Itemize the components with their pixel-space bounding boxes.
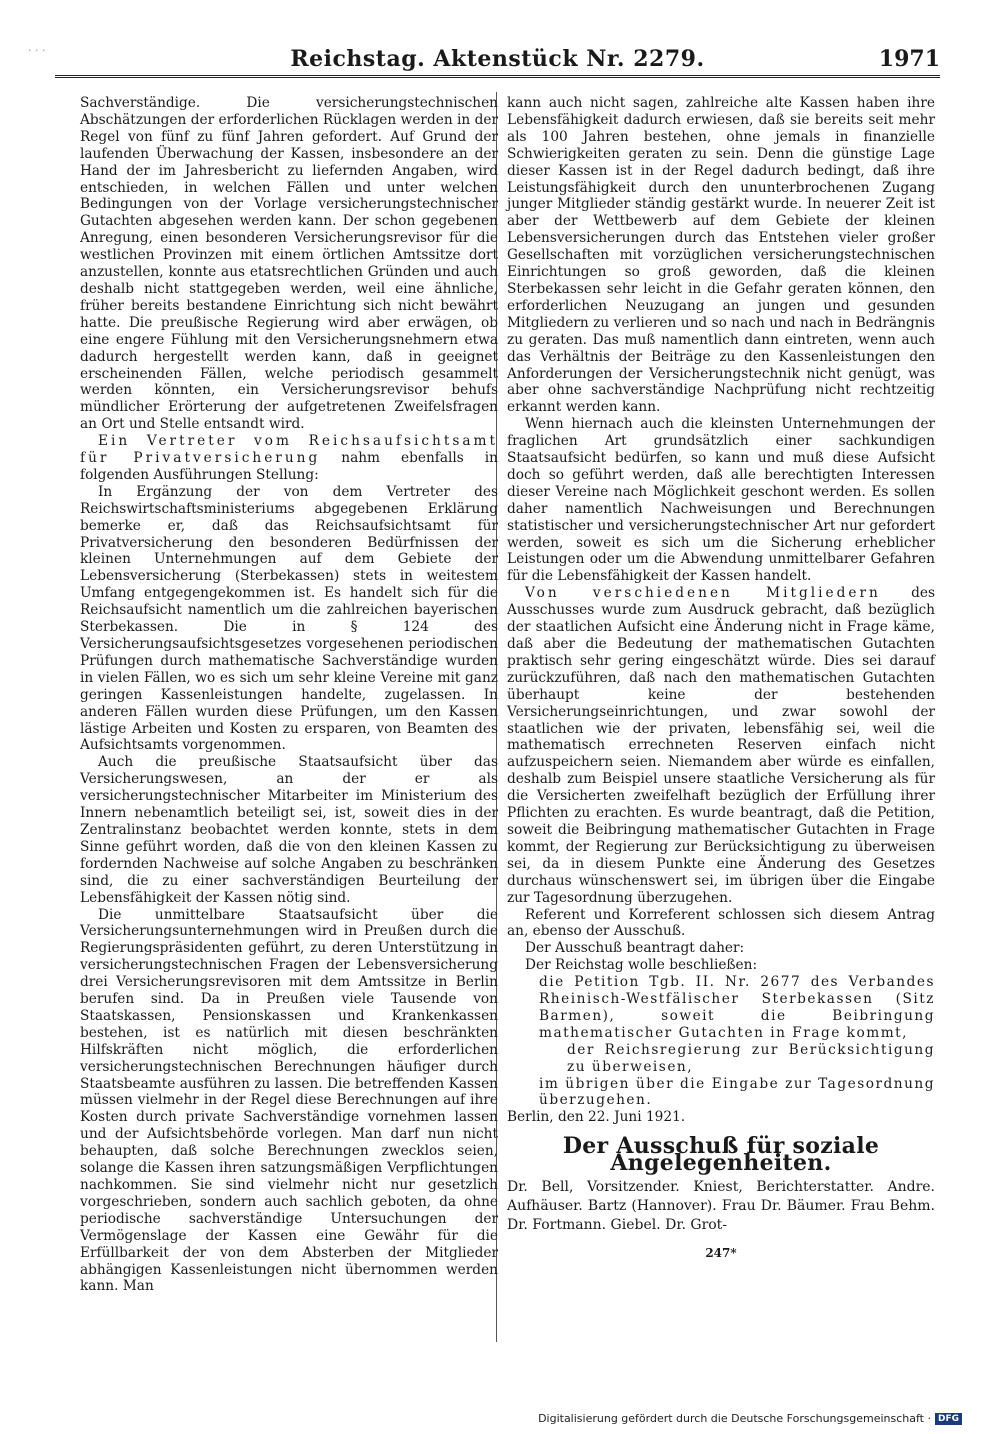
paragraph	[80, 433, 498, 484]
paragraph-text: nahm ebenfalls in folgenden Ausführungen Stellung:	[80, 450, 498, 483]
right-column	[507, 95, 935, 1262]
paragraph: Der Reichstag wolle beschließen:	[525, 957, 758, 974]
paragraph: Sachverständige. Die versicherungstechnischen Abschätzungen der erforderlichen Rücklagen werden in der Regel von fünf zu fünf Jahren gefordert. Auf Grund der laufenden Überwachung der Kassen, insbesondere an der Hand der im Jahresbericht zu liefernden Angaben, wird entschieden, in welchen Fällen und unter welchen Bedingungen von der Vorlage versicherungstechnischer Gutachten abgesehen werden kann. Der schon gegebenen Anregung, einen besonderen Versicherungsrevisor für die westlichen Provinzen mit einem örtlichen Amtssitze dort anzustellen, konnte aus etatsrechtlichen Gründen und auch deshalb nicht stattgegeben werden, weil eine ähnliche, früher bereits bestandene Einrichtung sich nicht bewährt hatte. Die preußische Regierung wird aber erwägen, ob eine engere Fühlung mit den Versicherungsnehmern etwa dadurch hergestellt werden kann, daß in geeignet erscheinenden Fällen, welche periodisch gesammelt werden könnten, ein Versicherungsrevisor behufs mündlicher Erörterung der aufgetretenen Zweifelsfragen an Ort und Stelle entsandt wird.	[80, 95, 498, 433]
paragraph: Die unmittelbare Staatsaufsicht über die Versicherungsunternehmungen wird in Preußen durch die Regierungspräsidenten geführt, zu deren Unterstützung in versicherungstechnischen Fragen der Lebensversicherung drei Versicherungsrevisoren mit dem Amtssitze in Berlin berufen sind. Da in Preußen viele Tausende von Staatskassen, Pensionskassen und Krankenkassen bestehen, ist es natürlich mit diesen beschränkten Hilfskräften nicht möglich, die erforderlichen versicherungstechnischen Berechnungen häufiger durch Staatsbeamte ausführen zu lassen. Die betreffenden Kassen müssen vielmehr in der Regel diese Berechnungen auf ihre Kosten durch private Sachverständige vornehmen lassen und der Aufsichtsbehörde vorlegen. Man darf nun nicht behaupten, daß solche Berechnungen zwecklos seien, solange die Kassen ihren satzungsmäßigen Verpflichtungen nachkommen. Sie sind vielmehr nicht nur gesetzlich vorgeschrieben, sondern auch sachlich geboten, da ohne periodische sachverständige Untersuchungen der Vermögenslage der Kassen eine Gewähr für die Erfüllbarkeit der von dem Absterben der Mitglieder abhängigen Kassenleistungen nicht übernommen werden kann. Man	[80, 906, 498, 1295]
paragraph	[507, 585, 935, 906]
dfg-logo-icon: DFG	[935, 1413, 962, 1425]
paragraph: Referent und Korreferent schlossen sich diesem Antrag an, ebenso der Ausschuß.	[507, 906, 935, 940]
paragraph: Auch die preußische Staatsaufsicht über das Versicherungswesen, an der er als versicherungstechnischer Mitarbeiter im Ministerium des Innern nebenamtlich beteiligt sei, ist, soweit dies in der Zentralinstanz beobachtet werden konnte, stets in dem Sinne geführt worden, daß die von den kleinen Kassen zu fordernden Nachweise auf solche Angaben zu beschränken sind, die zu einer sachverständigen Beurteilung der Lebensfähigkeit der Kassen nötig sind.	[80, 754, 498, 906]
margin-marks: · · ·	[28, 44, 46, 57]
page-title: Reichstag. Aktenstück Nr. 2279.	[290, 46, 705, 72]
paragraph: In Ergänzung der von dem Vertreter des Reichswirtschaftsministeriums abgegebenen Erklärung bemerke er, daß das Reichsaufsichtsamt für Privatversicherung den besonderen Bedürfnissen der kleinen Unternehmungen auf dem Gebiete der Lebensversicherung (Sterbekassen) stets in weitestem Umfang entgegengekommen ist. Es handelt sich für die Reichsaufsicht namentlich um die zahlreichen bayerischen Sterbekassen. Die in § 124 des Versicherungsaufsichtsgesetzes vorgesehenen periodischen Prüfungen durch mathematische Sachverständige wurden in vielen Fällen, wo es sich um sehr kleine Vereine mit ganz geringen Kassenleistungen handelte, zugelassen. In anderen Fällen wurden diese Prüfungen, um den Kassen lästige Arbeiten und Kosten zu ersparen, von Beamten des Aufsichtsamts vorgenommen.	[80, 483, 498, 754]
paragraph: Der Ausschuß beantragt daher:	[525, 940, 745, 957]
motion-agenda: im übrigen über die Eingabe zur Tagesordnung überzugehen.	[539, 1075, 935, 1109]
paragraph: kann auch nicht sagen, zahlreiche alte Kassen haben ihre Lebensfähigkeit dadurch erwiesen, daß sie bereits seit mehr als 100 Jahren bestehen, ohne jemals in finanzielle Schwierigkeiten geraten zu sein. Denn die günstige Lage dieser Kassen ist in der Regel dadurch bedingt, daß ihre Leistungsfähigkeit durch den ununterbrochenen Zugang junger Mitglieder ständig gestärkt wurde. In neuerer Zeit ist aber der Wettbewerb auf dem Gebiete der kleinen Lebensversicherungen durch das Entstehen vieler großer Gesellschaften mit vorzüglichen versicherungstechnischen Einrichtungen so groß geworden, daß die kleinen Sterbekassen sehr leicht in die Gefahr geraten können, den erforderlichen Neuzugang an jungen und gesunden Mitgliedern zu verlieren und so nach und nach in Bedrängnis zu geraten. Das muß namentlich dann eintreten, wenn auch das Verhältnis der Beiträge zu den Kassenleistungen den Anforderungen der Versicherungstechnik nicht genügt, was aber ohne sachverständige Nachprüfung nicht rechtzeitig erkannt werden kann.	[507, 95, 935, 416]
spaced-text: Von verschiedenen Mitgliedern	[525, 585, 881, 602]
date-line: Berlin, den 22. Juni 1921.	[507, 1109, 686, 1126]
signature-mark: 247*	[705, 1246, 737, 1261]
committee-heading: Der Ausschuß für soziale Angelegenheiten.	[562, 1133, 880, 1177]
motion-petition: die Petition Tgb. II. Nr. 2677 des Verbandes Rheinisch-Westfälischer Sterbekassen (Sitz Barmen), soweit die Beibringung mathematischer Gutachten in Frage kommt,	[539, 974, 935, 1041]
digitization-footer	[538, 1412, 962, 1425]
page-number: 1971	[878, 46, 940, 72]
committee-members: Dr. Bell, Vorsitzender. Kniest, Berichterstatter. Andre. Aufhäuser. Bartz (Hannover). Frau Dr. Bäumer. Frau Behm. Dr. Fortmann. Giebel. Dr. Grot-	[507, 1179, 935, 1234]
page-header	[55, 44, 940, 76]
paragraph: Wenn hiernach auch die kleinsten Unternehmungen der fraglichen Art grundsätzlich einer sachkundigen Staatsaufsicht bedürfen, so kann und muß diese Aufsicht doch so geführt werden, daß alle berechtigten Interessen dieser Vereine nach Möglichkeit geschont werden. Es sollen daher namentlich Nachweisungen und Berechnungen statistischer und versicherungstechnischer Art nur gefordert werden, soweit es sich um die Sicherung erheblicher Leistungen oder um die Abwendung unmittelbarer Gefahren für die Lebensfähigkeit der Kassen handelt.	[507, 416, 935, 585]
footer-text: Digitalisierung gefördert durch die Deutsche Forschungsgemeinschaft ·	[538, 1412, 931, 1425]
paragraph-text: des Ausschusses wurde zum Ausdruck gebracht, daß bezüglich der staatlichen Aufsicht eine Änderung nicht in Frage käme, daß aber die Bedeutung der mathematischen Gutachten praktisch sehr gering eingeschätzt würde. Dies sei darauf zurückzuführen, daß nach den mathematischen Gutachten überhaupt keine der bestehenden Versicherungseinrichtungen, und zwar sowohl der staatlichen wie der privaten, lebensfähig sei, weil die mathematisch errechneten Reserven einfach nicht aufzuspeichern seien. Niemandem aber würde es einfallen, deshalb zum Beispiel unsere staatliche Versicherung als für die Versicherten zweifelhaft bezüglich der Erfüllung ihrer Pflichten zu erachten. Es wurde beantragt, daß die Petition, soweit die Beibringung mathematischer Gutachten in Frage kommt, der Regierung zur Berücksichtigung zu überweisen sei, da in diesem Punkte eine Änderung des Gesetzes durchaus wünschenswert sei, im übrigen über die Eingabe zur Tagesordnung überzugehen.	[507, 585, 935, 906]
header-rule	[55, 75, 940, 78]
left-column	[80, 95, 498, 1295]
motion-block	[539, 974, 935, 1109]
motion-referral: der Reichsregierung zur Berücksichtigung zu überweisen,	[567, 1041, 935, 1075]
spaced-text: Ein Vertreter vom Reichsaufsichtsamt für Privatversicherung	[80, 433, 498, 467]
